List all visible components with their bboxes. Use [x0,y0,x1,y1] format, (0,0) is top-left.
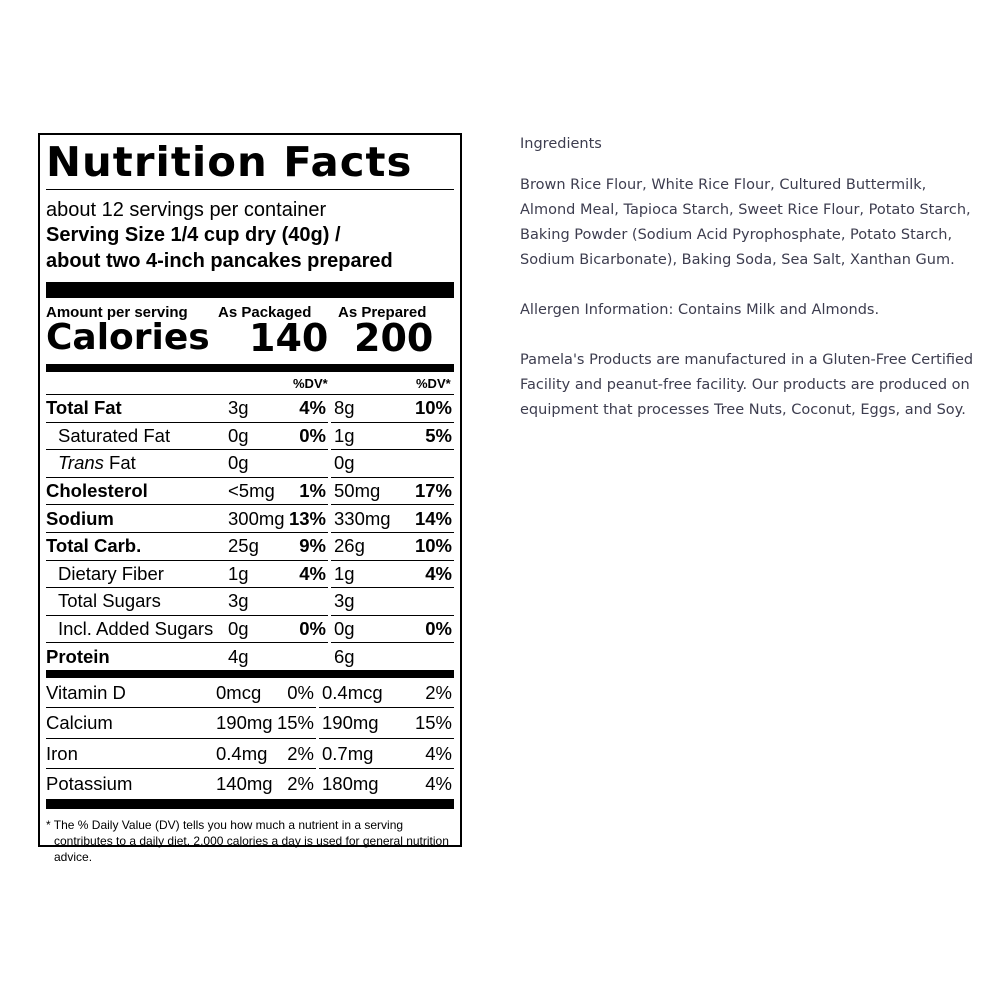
prepared-amount: 0.7mg [318,738,385,769]
packaged-amount: 4g [228,645,249,667]
packaged-dv [288,588,330,616]
packaged-dv: 13% [288,505,330,533]
dv-header-packaged: %DV* [293,376,328,391]
ingredients-title: Ingredients [520,136,602,152]
amount-per-serving-label: Amount per serving [46,304,188,321]
nutrient-row [46,422,454,450]
packaged-dv: 9% [288,532,330,560]
as-packaged-label: As Packaged [218,304,312,321]
prepared-dv: 15% [384,708,454,739]
nutrient-row [46,395,454,422]
packaged-amount: 0g [222,450,288,478]
medium-divider [46,799,454,809]
nutrient-row [46,769,454,799]
nutrient-row [46,588,454,616]
nutrient-row [46,738,454,769]
dv-header-row [46,372,454,395]
nutrient-row [46,615,454,643]
packaged-amount: 0g [222,422,288,450]
calories-prepared: 200 [354,316,434,360]
nutrient-row [46,643,454,670]
packaged-dv: 0% [288,422,330,450]
nutrient-name: Total Carb. [46,532,222,560]
packaged-amount: 25g [222,532,288,560]
nutrient-row [46,477,454,505]
nutrient-row [46,708,454,739]
prepared-dv: 14% [396,505,454,533]
prepared-amount: 0.4mcg [318,678,385,708]
thick-divider [46,282,454,298]
serving-size-line-1: Serving Size 1/4 cup dry (40g) / [46,224,341,246]
prepared-amount: 330mg [330,505,397,533]
prepared-dv: 2% [384,678,454,708]
prepared-dv [396,588,454,616]
nutrient-name: Calcium [46,708,210,739]
prepared-dv: 5% [396,422,454,450]
packaged-amount: 0mcg [210,678,276,708]
packaged-dv [288,450,330,478]
nutrient-table [46,395,454,670]
facility-text: Pamela's Products are manufactured in a Gluten-Free Certified Facility and peanut-free facility. Our products are produced on equipment that processes Tree Nuts, Coconut, Eggs, and Soy. [520,352,974,418]
prepared-dv: 4% [425,773,452,795]
nutrient-name [46,450,222,478]
nutrient-name: Incl. Added Sugars [46,615,222,643]
calories-row [46,298,454,364]
packaged-dv: 0% [276,678,318,708]
packaged-dv: 2% [287,773,314,795]
dv-footnote: * The % Daily Value (DV) tells you how much a nutrient in a serving contributes to a daily diet. 2,000 calories a day is used for general nutrition advice. [46,817,449,864]
nutrient-row [46,678,454,708]
product-info [520,132,980,448]
prepared-dv: 17% [396,477,454,505]
dv-header-prepared: %DV* [416,376,451,391]
nutrient-name-italic: Trans [58,452,104,474]
nutrient-name: Total Sugars [46,588,222,616]
prepared-dv: 4% [396,560,454,588]
divider [46,189,454,190]
packaged-amount: 190mg [210,708,276,739]
servings-per-container: about 12 servings per container [46,199,327,221]
prepared-dv: 4% [384,738,454,769]
prepared-amount: 0g [330,615,397,643]
nutrient-name: Saturated Fat [46,422,222,450]
prepared-amount: 26g [330,532,397,560]
prepared-dv: 10% [396,532,454,560]
packaged-amount: 3g [222,395,288,422]
packaged-amount: 0g [222,615,288,643]
allergen-text: Allergen Information: Contains Milk and Almonds. [520,302,880,318]
vitamin-table [46,678,454,799]
nutrition-facts-label [38,133,462,864]
packaged-amount: 0.4mg [210,738,276,769]
packaged-amount: <5mg [222,477,288,505]
prepared-amount: 180mg [318,769,385,799]
prepared-dv [396,450,454,478]
ingredients-text: Brown Rice Flour, White Rice Flour, Cultured Buttermilk, Almond Meal, Tapioca Starch, Sweet Rice Flour, Potato Starch, Baking Powder (Sodium Acid Pyrophosphate, Potato Starch, Sodium Bicarbonate), Baking Soda, Sea Salt, Xanthan Gum. [520,177,971,268]
prepared-dv [396,643,454,670]
serving-size-line-2: about two 4-inch pancakes prepared [46,250,393,272]
nutrient-row [46,505,454,533]
packaged-amount: 300mg [222,505,288,533]
prepared-amount: 190mg [318,708,385,739]
packaged-dv: 4% [288,560,330,588]
calories-label: Calories [46,317,210,358]
medium-divider [46,364,454,372]
prepared-dv: 0% [396,615,454,643]
packaged-amount: 140mg [216,773,273,795]
packaged-amount: 3g [222,588,288,616]
prepared-amount: 1g [330,422,397,450]
packaged-dv: 0% [288,615,330,643]
prepared-amount: 8g [330,395,397,422]
prepared-amount: 50mg [330,477,397,505]
prepared-dv: 10% [396,395,454,422]
nutrient-name: Iron [46,738,210,769]
packaged-dv: 1% [288,477,330,505]
prepared-amount: 3g [330,588,397,616]
prepared-amount: 1g [330,560,397,588]
calories-packaged: 140 [249,316,329,360]
nutrient-name: Vitamin D [46,678,210,708]
nutrient-name: Dietary Fiber [46,560,222,588]
medium-divider [46,670,454,678]
as-prepared-label: As Prepared [338,304,427,321]
nutrient-row [46,560,454,588]
packaged-amount: 1g [222,560,288,588]
label-title: Nutrition Facts [46,138,413,186]
nutrient-name: Sodium [46,505,222,533]
packaged-dv: 2% [276,738,318,769]
packaged-dv [288,643,330,670]
nutrient-name: Potassium [46,773,133,795]
prepared-amount: 6g [330,643,397,670]
prepared-amount: 0g [330,450,397,478]
nutrient-name-rest: Fat [103,452,136,474]
packaged-dv: 4% [288,395,330,422]
nutrient-row [46,450,454,478]
packaged-dv: 15% [276,708,318,739]
nutrient-row [46,532,454,560]
nutrient-name: Cholesterol [46,477,222,505]
nutrient-name: Total Fat [46,395,222,422]
nutrient-name: Protein [46,645,110,667]
